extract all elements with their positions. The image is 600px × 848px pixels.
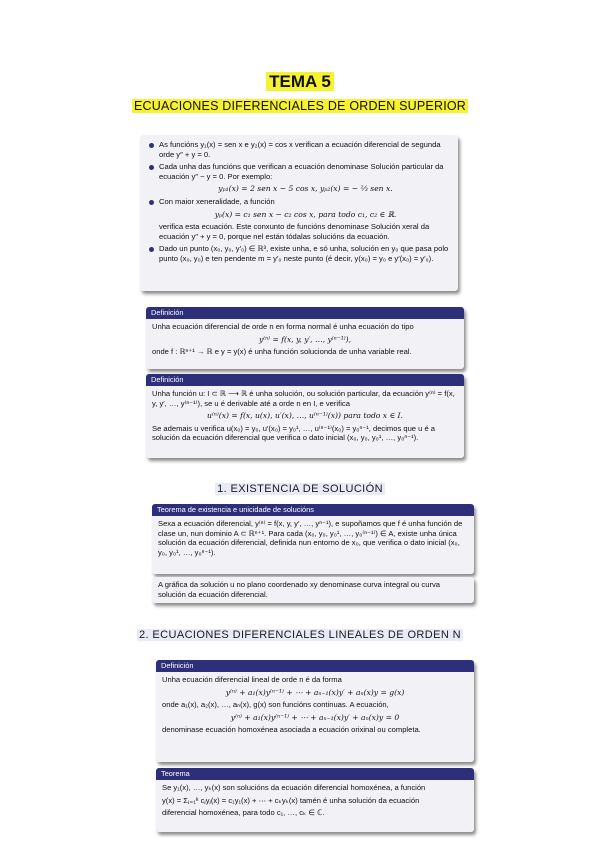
- definition-after: onde f : ℝⁿ⁺¹ → ℝ e y = y(x) é unha función solucionda de unha variable real.: [152, 347, 412, 357]
- definition-mid: onde a₁(x), a₂(x), …, aₙ(x), g(x) son funcións continuas. A ecuación,: [162, 700, 389, 710]
- section-heading-1: 1. EXISTENCIA DE SOLUCIÓN: [217, 483, 383, 495]
- theorem-after: diferencial homoxénea, para todo c₁, …, cₖ ∈ ℂ.: [162, 808, 325, 818]
- definition-text: Unha ecuación diferencial de orde n en forma normal é unha ecuación do tipo: [152, 322, 414, 331]
- section-heading-2: 2. ECUACIONES DIFERENCIALES LINEALES DE ORDEN N: [139, 629, 461, 641]
- theorem-card-1: [152, 504, 474, 574]
- definition-card-2: [146, 374, 464, 458]
- page-subtitle: [0, 97, 600, 115]
- theorem-card-2: [156, 768, 474, 832]
- definition-text: Unha ecuación diferencial lineal de orde n é da forma: [162, 675, 342, 684]
- definition-equation-homogeneous: y⁽ⁿ⁾ + a₁(x)y⁽ⁿ⁻¹⁾ + ⋯ + aₙ₋₁(x)y′ + aₙ(x)y = 0: [230, 712, 400, 722]
- intro-card: [140, 135, 458, 291]
- definition-header: Definición: [146, 307, 464, 319]
- definition-equation: y⁽ⁿ⁾ + a₁(x)y⁽ⁿ⁻¹⁾ + ⋯ + aₙ₋₁(x)y′ + aₙ(x)y = g(x): [225, 687, 405, 697]
- intro-bullet-4: Dado un punto (x₀, y₀, y′₀) ∈ ℝ³, existe unha, e só unha, solución en y₀ que pasa polo punto (x₀, y₀) e ten pendente m = y′₀ neste punto (é decir, y(x₀) = y₀ e y′(x₀) = y′₀).: [146, 244, 452, 263]
- definition-header: Definición: [146, 374, 464, 386]
- theorem-text: Se y₁(x), …, yₖ(x) son solucións da ecuación diferencial homoxénea, a función: [162, 783, 426, 792]
- definition-card-1: [146, 307, 464, 369]
- title-text: TEMA 5: [266, 72, 334, 91]
- definition-text: Unha función u: I ⊂ ℝ ⟶ ℝ é unha solución, ou solución particular, da ecuación y⁽ⁿ⁾ = f(x, y, y′, …, y⁽ⁿ⁻¹⁾), se u é derivable até a orde n en I, e verifica: [152, 389, 455, 408]
- intro-eq-particular: yₚ₁(x) = 2 sen x − 5 cos x, yₚ₂(x) = − ⅔ sen x.: [218, 184, 393, 194]
- theorem-text: Sexa a ecuación diferencial, y⁽ⁿ⁾ = f(x, y, y′, …, yⁿ⁻¹), e supoñamos que f é unha función de clase un, nun dominio A ⊂ ℝⁿ⁺¹. Para cada (x₀, y₀, y₀¹, …, y₀⁽ⁿ⁻¹⁾) ∈ A, existe unha única solución da ecuación diferencial, definida nun entorno de x₀, que verifica o dato inicial (x₀, y₀, y₀¹, …, y₀ⁿ⁻¹).: [158, 519, 463, 557]
- subtitle-text: ECUACIONES DIFERENCIALES DE ORDEN SUPERIOR: [133, 99, 467, 113]
- definition-header: Definición: [156, 660, 474, 672]
- definition-equation: u⁽ⁿ⁾(x) = f(x, u(x), u′(x), …, u⁽ⁿ⁻¹⁾(x)) para todo x ∈ I.: [207, 411, 403, 421]
- intro-bullet-1: As funcións y₁(x) = sen x e y₂(x) = cos x verifican a ecuación diferencial de segunda orde y″ + y = 0.: [146, 140, 452, 159]
- note-card: [152, 577, 474, 603]
- theorem-equation: y(x) = Σⱼ₌₁ᵏ cⱼyⱼ(x) = c₁y₁(x) + ⋯ + cₖyₖ(x) tamén é unha solución da ecuación: [162, 795, 420, 805]
- definition-equation: y⁽ⁿ⁾ = f(x, y, y′, …, y⁽ⁿ⁻¹⁾),: [258, 334, 352, 344]
- definition-card-3: [156, 660, 474, 762]
- intro-eq-general: yₚ(x) = c₁ sen x − c₂ cos x, para todo c₁, c₂ ∈ ℝ.: [214, 209, 397, 219]
- intro-bullet-2: Cada unha das funcións que verifican a ecuación denominase Solución particular da ecuación y″ − y = 0. Por exemplo: yₚ₁(x) = 2 sen x − 5 cos x, yₚ₂(x) = − ⅔ sen x.: [146, 162, 452, 194]
- page-title: [0, 72, 600, 92]
- intro-bullet-3: Con maior xeneralidade, a función yₚ(x) = c₁ sen x − c₂ cos x, para todo c₁, c₂ ∈ ℝ. verifica esta ecuación. Este conxunto de funcións denominase Solución xeral da ecuación y″ + y = 0, porque nel están tódalas solucións da ecuación.: [146, 197, 452, 241]
- theorem-header: Teorema de existencia e unicidade de solucións: [152, 504, 474, 516]
- theorem-header: Teorema: [156, 768, 474, 780]
- definition-after: denominase ecuación homoxénea asociada a ecuación orixinal ou completa.: [162, 725, 421, 735]
- definition-after: Se ademais u verifica u(x₀) = y₀, u′(x₀) = y₀¹, …, u⁽ⁿ⁻¹⁾(x₀) = y₀ⁿ⁻¹, decimos que u é a solución da ecuación diferencial que verifica o dato inicial (x₀, y₀, y₀¹, …, y₀ⁿ⁻¹).: [152, 423, 436, 443]
- note-text: A gráfica da solución u no plano coordenado xy denominase curva integral ou curva solución da ecuación diferencial.: [158, 580, 440, 599]
